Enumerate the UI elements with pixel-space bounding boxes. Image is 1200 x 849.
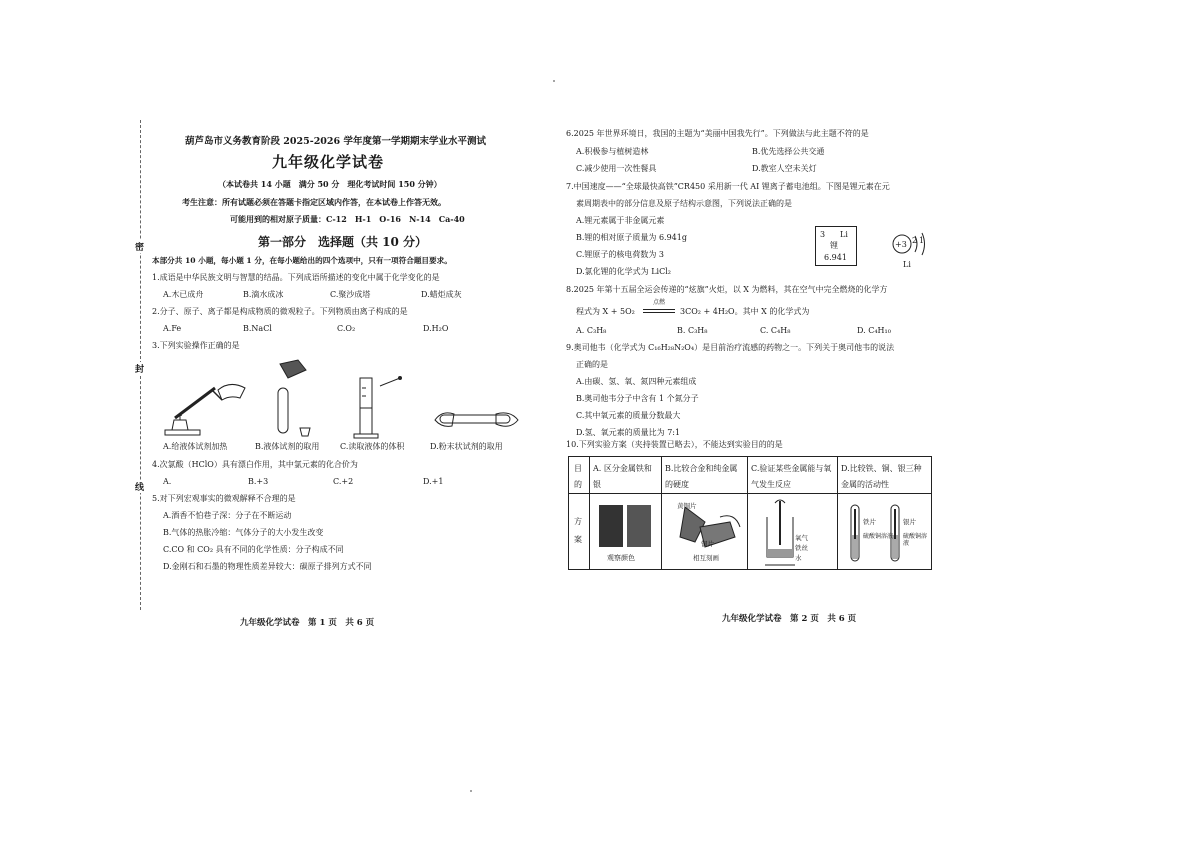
scan-dust (553, 80, 555, 82)
q10-purpose-d: D.比较铁、铜、银三种金属的活动性 (841, 464, 922, 489)
q3-option-c: C.读取液体的体积 (340, 442, 405, 451)
atom-nucleus: +3 (895, 240, 907, 249)
q3-option-d: D.粉末状试剂的取用 (430, 442, 503, 451)
q9-stem-line2: 正确的是 (576, 360, 608, 369)
q5-option-a: A.酒香不怕巷子深：分子在不断运动 (163, 511, 292, 520)
q7-stem-line2: 素周期表中的部分信息及原子结构示意图，下列说法正确的是 (576, 199, 792, 208)
q2-option-c: C.O₂ (337, 324, 356, 333)
plan-b-label-scratch: 相互刻画 (693, 554, 719, 562)
q8-option-c: C. C₄H₈ (760, 326, 791, 335)
q3-figure-powder (430, 400, 520, 440)
q1-stem: 1.成语是中华民族文明与智慧的结晶。下列成语所描述的变化中属于化学变化的是 (152, 273, 440, 282)
q7-option-c: C.锂原子的核电荷数为 3 (576, 250, 665, 259)
q6-option-b: B.优先选择公共交通 (752, 147, 825, 156)
exam-notice: 考生注意：所有试题必须在答题卡指定区域内作答，在本试卷上作答无效。 (182, 197, 446, 207)
q10-purpose-a: A. 区分金属铁和银 (593, 464, 652, 489)
margin-char-mi: 密 (135, 240, 144, 253)
reaction-condition: 点燃 (652, 299, 665, 306)
silver-sample (627, 505, 651, 547)
q10-purpose-b: B.比较合金和纯金属的硬度 (665, 464, 738, 489)
q4-option-c: C.+2 (333, 477, 354, 486)
reaction-arrow (643, 309, 675, 310)
plan-c-label-iron-wire: 铁丝 (795, 544, 808, 552)
q1-option-d: D.蜡炬成灰 (421, 290, 462, 299)
q4-option-b: B.+3 (248, 477, 269, 486)
q5-option-c: C.CO 和 CO₂ 具有不同的化学性质：分子构成不同 (163, 545, 344, 554)
plan-d-label-iron: 铁片 (863, 518, 876, 526)
q9-option-d: D.氢、氧元素的质量比为 7:1 (576, 428, 681, 437)
plan-c-label-water: 水 (795, 554, 802, 562)
q10-purpose-c: C.验证某些金属能与氧气发生反应 (751, 464, 832, 489)
q6-stem: 6.2025 年世界环境日，我国的主题为“美丽中国我先行”。下列做法与此主题不符的是 (566, 129, 869, 138)
q10-table (568, 456, 932, 570)
q7-option-d: D.氯化锂的化学式为 LiCl₂ (576, 267, 671, 276)
q8-stem-line2a: 程式为 X + 5O₂ (576, 307, 635, 316)
atom-shell2: 1 (919, 236, 925, 245)
q3-option-a: A.给液体试剂加热 (163, 442, 228, 451)
q2-stem: 2.分子、原子、离子都是构成物质的微观粒子。下列物质由离子构成的是 (152, 307, 408, 316)
scan-dust (470, 790, 472, 792)
q8-option-d: D. C₄H₁₀ (857, 326, 891, 335)
q2-option-a: A.Fe (163, 324, 182, 333)
reaction-arrow-2 (643, 312, 675, 313)
q9-option-c: C.其中氧元素的质量分数最大 (576, 411, 681, 420)
q7-option-b: B.锂的相对原子质量为 6.941g (576, 233, 687, 242)
q10-stem: 10.下列实验方案（夹持装置已略去），不能达到实验目的的是 (566, 440, 783, 449)
iron-sample (599, 505, 623, 547)
section1-title: 第一部分 选择题（共 10 分） (258, 235, 428, 249)
plan-d-label-silver: 银片 (903, 518, 916, 526)
plan-b-label-copper: 铜片 (701, 540, 714, 548)
atom-shell1: 2 (912, 236, 918, 245)
q8-option-a: A. C₃H₈ (576, 326, 607, 335)
q5-option-b: B.气体的热胀冷缩：气体分子的大小发生改变 (163, 528, 324, 537)
q5-stem: 5.对下列宏观事实的微观解释不合理的是 (152, 494, 296, 503)
q6-option-a: A.积极参与植树造林 (576, 147, 649, 156)
atomic-masses: 可能用到的相对原子质量：C-12 H-1 O-16 N-14 Ca-40 (230, 214, 465, 224)
q8-option-b: B. C₃H₈ (677, 326, 708, 335)
q9-stem-line1: 9.奥司他韦（化学式为 C₁₆H₂₈N₂O₄）是目前治疗流感的药物之一。下列关于奥司他韦的说法 (566, 343, 895, 352)
element-symbol: Li (840, 230, 848, 239)
margin-char-feng: 封 (135, 362, 144, 375)
q1-option-c: C.聚沙成塔 (330, 290, 371, 299)
q2-option-b: B.NaCl (243, 324, 272, 333)
q1-option-a: A.木已成舟 (163, 290, 204, 299)
q8-stem-line2b: 3CO₂ + 4H₂O。其中 X 的化学式为 (680, 307, 810, 316)
plan-c-label-oxygen: 氧气 (795, 534, 808, 542)
q3-figure-pouring (268, 358, 318, 440)
page2-footer: 九年级化学试卷 第 2 页 共 6 页 (722, 614, 857, 624)
q4-option-d: D.+1 (423, 477, 444, 486)
atomic-number: 3 (820, 230, 826, 239)
q6-option-d: D.教室人空未关灯 (752, 164, 817, 173)
plan-d-label-solution2: 硫酸铜溶液 (903, 533, 928, 547)
q7-option-a: A.锂元素属于非金属元素 (576, 216, 665, 225)
q8-stem-line1: 8.2025 年第十五届全运会传递的“炫旗”火炬，以 X 为燃料，其在空气中完全燃烧的化学方 (566, 285, 888, 294)
q2-option-d: D.H₂O (423, 324, 449, 333)
q10-row-head-plan: 方案 (574, 517, 582, 544)
q4-option-a: A. (163, 477, 172, 486)
plan-a-label: 观察颜色 (607, 554, 635, 562)
q3-stem: 3.下列实验操作正确的是 (152, 341, 240, 350)
q3-option-b: B.液体试剂的取用 (255, 442, 320, 451)
q5-option-d: D.金刚石和石墨的物理性质差异较大：碳原子排列方式不同 (163, 562, 372, 571)
atomic-mass: 6.941 (824, 253, 847, 262)
q10-row-head-purpose: 目的 (574, 464, 582, 489)
section1-intro: 本部分共 10 小题，每小题 1 分，在每小题给出的四个选项中，只有一项符合题目要求。 (152, 256, 452, 265)
plan-b-label-brass: 黄铜片 (677, 502, 697, 510)
element-name: 锂 (830, 241, 838, 250)
q1-option-b: B.滴水成冰 (243, 290, 284, 299)
q6-option-c: C.减少使用一次性餐具 (576, 164, 657, 173)
exam-info: （本试卷共 14 小题 满分 50 分 理化考试时间 150 分钟） (218, 179, 442, 189)
q9-option-a: A.由碳、氢、氧、氮四种元素组成 (576, 377, 697, 386)
q7-stem-line1: 7.中国速度——“全球最快高铁”CR450 采用新一代 AI 锂离子蓄电池组。下图是锂元素在元 (566, 182, 890, 191)
q4-stem: 4.次氯酸（HClO）具有漂白作用，其中氯元素的化合价为 (152, 460, 358, 469)
q3-figure-cylinder (340, 368, 410, 440)
q9-option-b: B.奥司他韦分子中含有 1 个氮分子 (576, 394, 699, 403)
q3-figure-heating (160, 370, 250, 440)
page1-footer: 九年级化学试卷 第 1 页 共 6 页 (240, 618, 375, 628)
periodic-cell-li (815, 226, 857, 266)
atom-label: Li (903, 260, 911, 269)
plan-d-label-solution1: 硫酸铜溶液 (863, 533, 894, 540)
exam-header: 葫芦岛市义务教育阶段 2025-2026 学年度第一学期期末学业水平测试 (185, 136, 486, 147)
exam-title: 九年级化学试卷 (272, 153, 385, 171)
margin-char-xian: 线 (135, 480, 144, 493)
